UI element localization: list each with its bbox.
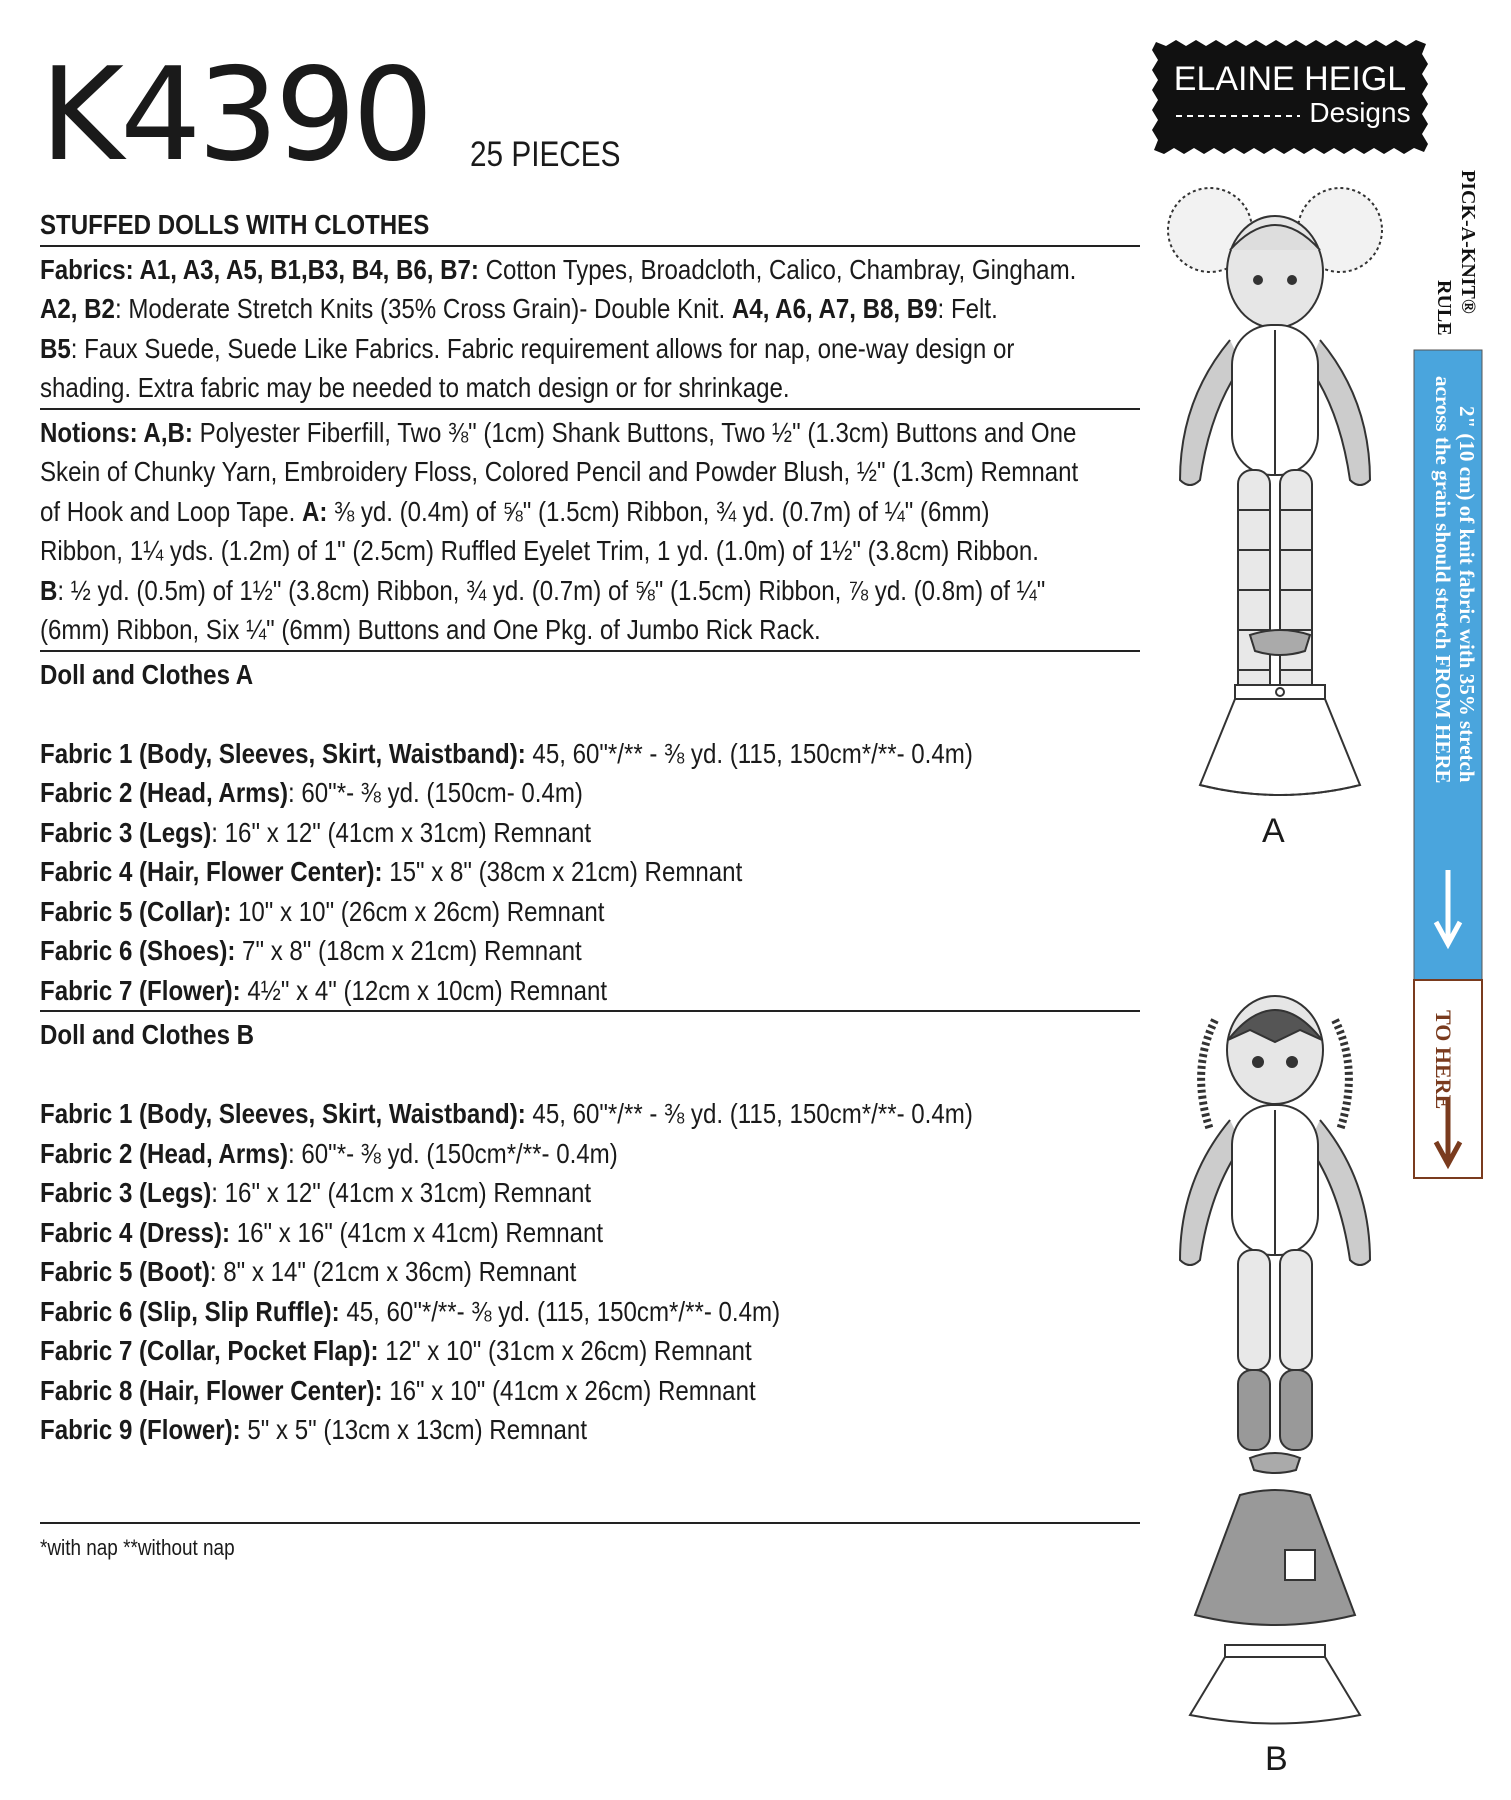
value: 7" x 8" (18cm x 21cm) Remnant — [235, 935, 582, 966]
value: : ½ yd. (0.5m) of 1½" (3.8cm) Ribbon, ¾ yd. (0.7m) of ⅝" (1.5cm) Ribbon, ⅞ yd. (0.8m) of ¼" — [57, 574, 1046, 606]
value: : 8" x 14" (21cm x 36cm) Remnant — [209, 1256, 577, 1287]
piece-count: 25 PIECES — [470, 135, 621, 174]
label: Fabric 6 (Shoes): — [40, 935, 236, 966]
doll-b-clothes-illustration — [1150, 1370, 1400, 1730]
value: Skein of Chunky Yarn, Embroidery Floss, Colored Pencil and Powder Blush, ½" (1.3cm) Remnant — [40, 456, 1079, 487]
label: Fabric 4 (Dress): — [40, 1216, 231, 1248]
logo-line1: ELAINE HEIGL — [1173, 60, 1407, 98]
ruler-brown-text: TO HERE — [1431, 1010, 1456, 1110]
value: of Hook and Loop Tape. — [40, 495, 302, 527]
label: Notions: A,B: — [40, 416, 193, 448]
label: Fabric 1 (Body, Sleeves, Skirt, Waistband): — [40, 737, 526, 769]
value: shading. Extra fabric may be needed to match design or for shrinkage. — [40, 372, 790, 403]
value: : 16" x 12" (41cm x 31cm) Remnant — [211, 1177, 592, 1208]
value: 16" x 16" (41cm x 41cm) Remnant — [230, 1216, 604, 1248]
label: Fabric 8 (Hair, Flower Center): — [40, 1374, 383, 1406]
value: 16" x 10" (41cm x 26cm) Remnant — [382, 1374, 756, 1406]
logo-line2: Designs — [1309, 97, 1411, 128]
label: Fabric 3 (Legs) — [40, 816, 212, 848]
text-line — [40, 1213, 986, 1253]
label: Fabric 5 (Boot) — [40, 1256, 210, 1287]
ruler-blue-line1: 2" (10 cm) of knit fabric with 35% stretch — [1455, 406, 1479, 783]
ruler-title: PICK-A-KNIT® — [1457, 170, 1479, 314]
text-line — [40, 452, 1079, 492]
label: Fabric 7 (Collar, Pocket Flap): — [40, 1335, 379, 1366]
elaine-heigl-logo — [1150, 38, 1430, 156]
text-line — [40, 1331, 986, 1371]
text-line — [40, 289, 998, 329]
text-line — [40, 1410, 986, 1450]
label: Fabric 6 (Slip, Slip Ruffle): — [40, 1295, 340, 1327]
pattern-title: STUFFED DOLLS WITH CLOTHES — [40, 209, 430, 240]
text-line — [40, 734, 986, 774]
ruler-title-2: RULE — [1433, 280, 1455, 336]
text-line — [40, 329, 1015, 369]
value: : Felt. — [937, 293, 998, 324]
text-line — [40, 1134, 986, 1174]
text-line — [40, 413, 1077, 453]
text-line — [40, 492, 990, 532]
text-line — [40, 250, 1077, 290]
label: Fabric 2 (Head, Arms) — [40, 1137, 289, 1169]
label: B5 — [40, 332, 71, 364]
value: Ribbon, 1¼ yds. (1.2m) of 1" (2.5cm) Ruffled Eyelet Trim, 1 yd. (1.0m) of 1½" (3.8cm) Ribbon. — [40, 535, 1039, 566]
label: A2, B2 — [40, 293, 115, 324]
section-b — [40, 1012, 1140, 1450]
section-a — [40, 652, 1140, 1011]
text-line — [40, 1292, 986, 1332]
value: 4½" x 4" (12cm x 10cm) Remnant — [240, 974, 608, 1006]
text-line — [40, 892, 986, 932]
view-label-a: A — [1262, 812, 1285, 850]
label: A: — [301, 495, 328, 527]
doll-b-illustration — [1150, 980, 1400, 1380]
text-line — [40, 368, 986, 408]
text-line — [40, 971, 986, 1011]
value: Cotton Types, Broadcloth, Calico, Chambray, Gingham. — [478, 253, 1077, 285]
label: Fabrics: A1, A3, A5, B1,B3, B4, B6, B7: — [40, 253, 479, 285]
doll-a-clothes-illustration — [1180, 625, 1380, 805]
pick-a-knit-rule — [1410, 170, 1486, 1210]
value: : Moderate Stretch Knits (35% Cross Grain)- Double Knit. — [114, 293, 732, 324]
value: : 16" x 12" (41cm x 31cm) Remnant — [211, 816, 592, 848]
pattern-number: K4390 — [40, 41, 430, 190]
value: 15" x 8" (38cm x 21cm) Remnant — [382, 856, 743, 887]
label: B — [40, 574, 58, 606]
label: Fabric 5 (Collar): — [40, 895, 232, 927]
text-line — [40, 852, 986, 892]
value: 10" x 10" (26cm x 26cm) Remnant — [231, 895, 605, 927]
footnote-divider — [40, 1522, 1140, 1524]
label: Fabric 4 (Hair, Flower Center): — [40, 856, 383, 887]
label: A4, A6, A7, B8, B9 — [731, 293, 938, 324]
fabrics-block — [40, 247, 1140, 408]
label: Fabric 2 (Head, Arms) — [40, 777, 289, 808]
value: : 60"*- ⅜ yd. (150cm*/**- 0.4m) — [288, 1137, 618, 1169]
text-line — [40, 531, 1039, 571]
view-label-b: B — [1265, 1740, 1288, 1778]
text-line — [40, 610, 986, 650]
value: 5" x 5" (13cm x 13cm) Remnant — [240, 1414, 588, 1445]
footnote: *with nap **without nap — [40, 1535, 235, 1560]
label: Fabric 1 (Body, Sleeves, Skirt, Waistband): — [40, 1098, 526, 1129]
text-line — [40, 931, 986, 971]
ruler-blue-line2: across the grain should stretch FROM HERE — [1431, 376, 1455, 784]
text-line — [40, 571, 1046, 611]
label: Fabric 7 (Flower): — [40, 974, 241, 1006]
text-line — [40, 1371, 986, 1411]
value: Polyester Fiberfill, Two ⅜" (1cm) Shank Buttons, Two ½" (1.3cm) Buttons and One — [192, 416, 1077, 448]
value: 12" x 10" (31cm x 26cm) Remnant — [378, 1335, 752, 1366]
section-a-title: Doll and Clothes A — [40, 658, 254, 690]
value: (6mm) Ribbon, Six ¼" (6mm) Buttons and One Pkg. of Jumbo Rick Rack. — [40, 614, 821, 645]
label: Fabric 9 (Flower): — [40, 1414, 241, 1445]
text-line — [40, 813, 986, 853]
text-line — [40, 773, 986, 813]
value: ⅜ yd. (0.4m) of ⅝" (1.5cm) Ribbon, ¾ yd. (0.7m) of ¼" (6mm) — [327, 495, 990, 527]
value: 45, 60"*/** - ⅜ yd. (115, 150cm*/**- 0.4m) — [525, 737, 973, 769]
requirements-column — [40, 205, 1140, 1450]
notions-block — [40, 410, 1140, 650]
section-b-title: Doll and Clothes B — [40, 1019, 255, 1050]
value: 45, 60"*/** - ⅜ yd. (115, 150cm*/**- 0.4m) — [525, 1098, 973, 1129]
text-line — [40, 1252, 986, 1292]
text-line — [40, 1173, 986, 1213]
value: 45, 60"*/**- ⅜ yd. (115, 150cm*/**- 0.4m) — [339, 1295, 781, 1327]
text-line — [40, 1094, 986, 1134]
value: : Faux Suede, Suede Like Fabrics. Fabric requirement allows for nap, one-way design or — [70, 332, 1015, 364]
label: Fabric 3 (Legs) — [40, 1177, 212, 1208]
value: : 60"*- ⅜ yd. (150cm- 0.4m) — [288, 777, 583, 808]
